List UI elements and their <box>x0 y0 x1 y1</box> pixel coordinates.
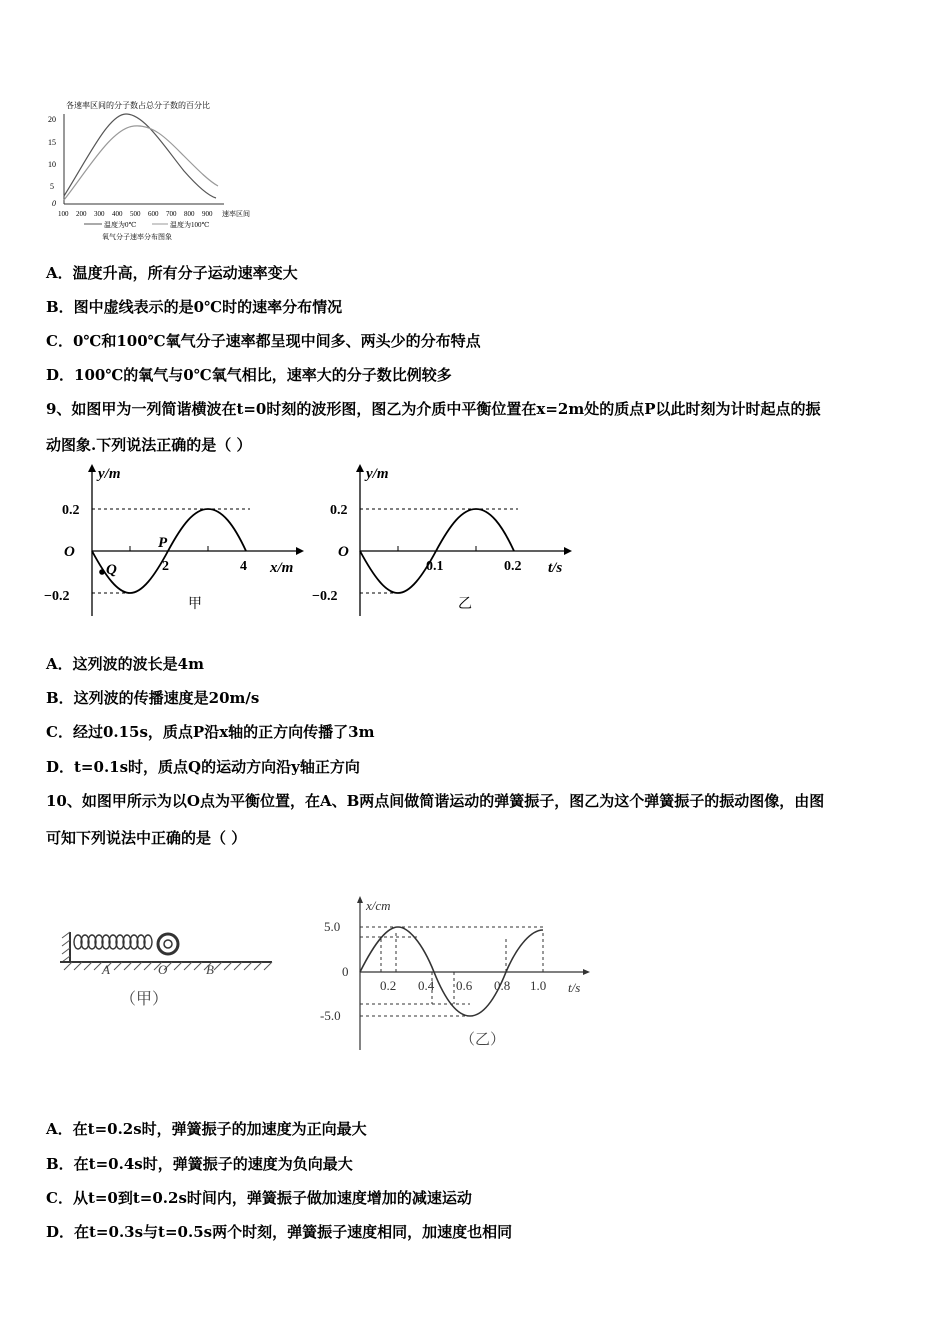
q9a-x-label: x/m <box>270 560 294 576</box>
q9a-y-arrow <box>88 464 96 472</box>
fig8-xtick: 100 <box>58 210 69 218</box>
fig8-ytick: 20 <box>48 115 56 124</box>
q9a-y-label: y/m <box>98 466 121 482</box>
fig8-xtick: 900 <box>202 210 213 218</box>
legend-100c: 温度为100℃ <box>170 221 210 229</box>
q10-vibration-svg <box>310 892 600 1057</box>
q9b-origin: O <box>338 544 349 560</box>
q9-vibration-svg <box>308 462 578 622</box>
q9-option-c[interactable]: C．经过0.15s，质点P沿x轴的正方向传播了3m <box>46 723 375 741</box>
wall-hatch <box>62 932 70 962</box>
q9a-point-q <box>99 569 105 575</box>
floor-hatch <box>64 962 272 970</box>
q9b-x-label: t/s <box>548 560 563 576</box>
q10-spring-figure <box>50 920 290 1020</box>
fig8-xtick: 200 <box>76 210 87 218</box>
q10b-xtick: 0.4 <box>418 978 435 993</box>
q9a-ytick-neg: −0.2 <box>44 589 70 604</box>
q9a-xtick-4: 4 <box>240 559 247 574</box>
curve-0c <box>64 114 216 198</box>
q8-option-d[interactable]: D．100℃的氧气与0℃氧气相比，速率大的分子数比例较多 <box>46 366 452 384</box>
q10a-caption: （甲） <box>120 991 169 1008</box>
fig8-caption: 氧气分子速率分布图象 <box>102 233 172 241</box>
q10b-y-label: x/cm <box>366 898 391 913</box>
q10-vibration-figure <box>310 892 600 1057</box>
q9b-ytick-pos: 0.2 <box>330 503 348 518</box>
q9b-y-arrow <box>356 464 364 472</box>
legend-0c: 温度为0℃ <box>104 221 137 229</box>
q9-wave-svg <box>40 462 310 622</box>
q9a-origin: O <box>64 544 75 560</box>
speed-distribution-figure <box>44 96 264 246</box>
label-a: A <box>102 962 110 977</box>
q9a-point-p-label: P <box>158 535 168 551</box>
q9-stem-line2: 动图象.下列说法正确的是（ ） <box>46 436 252 454</box>
q9-vibration-figure <box>308 462 578 622</box>
q8-option-a[interactable]: A．温度升高，所有分子运动速率变大 <box>46 264 298 282</box>
q9b-xtick-2: 0.2 <box>504 559 522 574</box>
spring <box>74 935 152 949</box>
q9a-x-arrow <box>296 547 304 555</box>
fig8-xtick: 300 <box>94 210 105 218</box>
q10-option-a[interactable]: A．在t=0.2s时，弹簧振子的加速度为正向最大 <box>46 1120 367 1138</box>
q10b-xtick: 1.0 <box>530 978 547 993</box>
fig8-ytick: 5 <box>50 182 54 191</box>
curve-100c <box>64 126 218 200</box>
label-b: B <box>206 962 214 977</box>
label-o: O <box>158 962 168 977</box>
q9-option-d[interactable]: D．t=0.1s时，质点Q的运动方向沿y轴正方向 <box>46 758 360 776</box>
q8-option-c[interactable]: C．0℃和100℃氧气分子速率都呈现中间多、两头少的分布特点 <box>46 332 481 350</box>
q9b-x-arrow <box>564 547 572 555</box>
q10-spring-svg <box>50 920 290 1020</box>
q10b-ytick-pos: 5.0 <box>324 919 341 934</box>
fig8-xtick: 500 <box>130 210 141 218</box>
q9b-y-label: y/m <box>366 466 389 482</box>
q10b-caption: （乙） <box>460 1032 506 1048</box>
q9-wave-figure <box>40 462 310 622</box>
q9a-ytick-pos: 0.2 <box>62 503 80 518</box>
q9b-caption: 乙 <box>458 597 472 612</box>
q8-option-b[interactable]: B．图中虚线表示的是0℃时的速率分布情况 <box>46 298 343 316</box>
q10-option-b[interactable]: B．在t=0.4s时，弹簧振子的速度为负向最大 <box>46 1155 353 1173</box>
fig8-xtick: 400 <box>112 210 123 218</box>
fig8-xtick: 600 <box>148 210 159 218</box>
q10b-ytick-zero: 0 <box>342 964 349 979</box>
q9a-point-q-label: Q <box>106 562 117 578</box>
q10b-xtick: 0.6 <box>456 978 473 993</box>
q10b-x-label: t/s <box>568 980 581 995</box>
fig8-ytick: 0 <box>52 199 56 208</box>
q10-option-d[interactable]: D．在t=0.3s与t=0.5s两个时刻，弹簧振子速度相同，加速度也相同 <box>46 1223 513 1241</box>
q10b-x-arrow <box>583 969 590 975</box>
q9b-ytick-neg: −0.2 <box>312 589 338 604</box>
fig8-title: 各速率区间的分子数占总分子数的百分比 <box>66 101 210 110</box>
q9a-xtick-2: 2 <box>162 559 169 574</box>
q10b-xtick: 0.2 <box>380 978 397 993</box>
q10-stem-line2: 可知下列说法中正确的是（ ） <box>46 829 247 847</box>
q9-option-b[interactable]: B．这列波的传播速度是20m/s <box>46 689 260 707</box>
ball-center <box>164 940 172 948</box>
speed-distribution-svg <box>44 96 264 246</box>
q10b-y-arrow <box>357 896 363 903</box>
q10-option-c[interactable]: C．从t=0到t=0.2s时间内，弹簧振子做加速度增加的减速运动 <box>46 1189 472 1207</box>
fig8-ytick: 10 <box>48 160 56 169</box>
q10-stem-line1: 10、如图甲所示为以O点为平衡位置，在A、B两点间做简谐运动的弹簧振子，图乙为这个弹簧振子的振动图像，由图 <box>46 792 825 810</box>
fig8-xtick: 800 <box>184 210 195 218</box>
q9-option-a[interactable]: A．这列波的波长是4m <box>46 655 204 673</box>
fig8-x-label: 速率区间 <box>222 210 250 218</box>
q9a-caption: 甲 <box>188 597 202 612</box>
q10b-xtick: 0.8 <box>494 978 511 993</box>
fig8-xtick: 700 <box>166 210 177 218</box>
fig8-ytick: 15 <box>48 138 56 147</box>
q9b-xtick-1: 0.1 <box>426 559 444 574</box>
q9-stem-line1: 9、如图甲为一列简谐横波在t=0时刻的波形图，图乙为介质中平衡位置在x=2m处的质点P以此时刻为计时起点的振 <box>46 400 821 418</box>
q10b-ytick-neg: -5.0 <box>320 1008 341 1023</box>
